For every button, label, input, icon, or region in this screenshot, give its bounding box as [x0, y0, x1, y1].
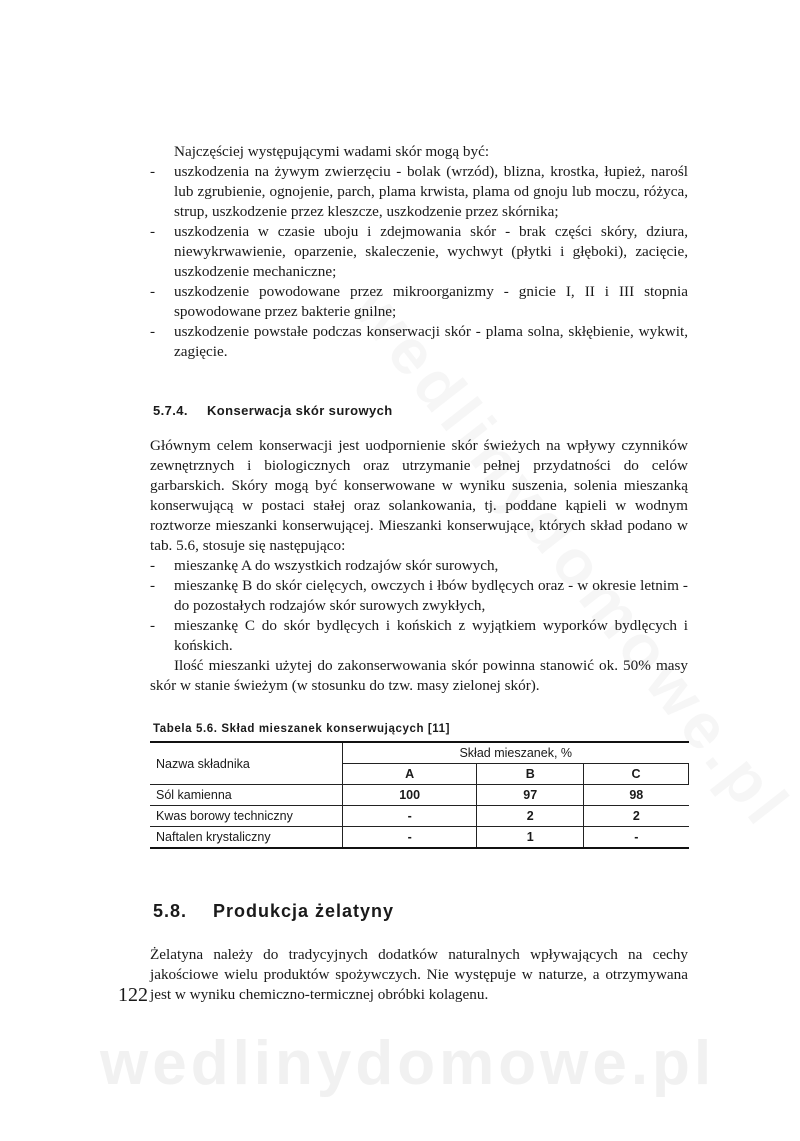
mixture-amount-paragraph: Ilość mieszanki użytej do zakonserwowania skór powinna stanowić ok. 50% masy skór w stanie świeżym (w stosunku do tzw. masy zielonej skór).	[150, 657, 688, 694]
column-group-header: Skład mieszanek, %	[343, 742, 689, 764]
section-title: Produkcja żelatyny	[213, 901, 395, 921]
row-label: Kwas borowy techniczny	[150, 806, 343, 827]
cell-value: 100	[343, 785, 477, 806]
section-heading-5-7-4	[153, 403, 393, 418]
list-item: - uszkodzenie powodowane przez mikroorganizmy - gnicie I, II i III stopnia spowodowane przez bakterie gnilne;	[150, 283, 688, 320]
list-item: - mieszankę C do skór bydlęcych i końskich z wyjątkiem wyporków bydlęcych i końskich.	[150, 617, 688, 654]
cell-value: 2	[477, 806, 584, 827]
page-number: 122	[118, 984, 148, 1006]
section-heading-5-8	[153, 901, 394, 922]
cell-value: -	[343, 827, 477, 849]
preservation-paragraph: Głównym celem konserwacji jest uodpornienie skór świeżych na wpływy czynników zewnętrznych i biologicznych oraz utrzymanie pełnej przydatności do celów garbarskich. Skóry mogą być konserwowane w wyniku suszenia, solenia mieszanką konserwującą w postaci stałej oraz solankowania, tj. poddane kąpieli w wodnym roztworze mieszanki konserwującej. Mieszanki konserwujące, których skład podano w tab. 5.6, stosuje się następująco:	[150, 437, 688, 554]
row-label: Naftalen krystaliczny	[150, 827, 343, 849]
section-number: 5.8.	[153, 901, 188, 921]
list-item: - uszkodzenie powstałe podczas konserwacji skór - plama solna, skłębienie, wykwit, zagięcie.	[150, 323, 688, 360]
table-row	[150, 827, 689, 849]
row-label: Sól kamienna	[150, 785, 343, 806]
list-item: - mieszankę B do skór cielęcych, owczych i łbów bydlęcych oraz - w okresie letnim - do pozostałych rodzajów skór surowych zwykłych,	[150, 577, 688, 614]
table-row	[150, 785, 689, 806]
preservation-section	[150, 436, 688, 696]
cell-value: 97	[477, 785, 584, 806]
defects-list	[150, 162, 688, 362]
table-header-row	[150, 742, 689, 764]
column-header-a: A	[343, 764, 477, 785]
column-header-name: Nazwa składnika	[150, 742, 343, 785]
mixture-composition-table	[150, 741, 689, 849]
mixture-list	[150, 556, 688, 656]
table-row	[150, 806, 689, 827]
list-item: - uszkodzenia w czasie uboju i zdejmowania skór - brak części skóry, dziura, niewykrwawienie, oparzenie, skaleczenie, wychwyt (płytki i głęboki), zacięcie, uszkodzenie mechaniczne;	[150, 223, 688, 280]
cell-value: -	[343, 806, 477, 827]
gelatin-paragraph: Żelatyna należy do tradycyjnych dodatków naturalnych wpływających na cechy jakościowe wielu produktów spożywczych. Nie występuje w naturze, a otrzymywana jest w wyniku chemiczno-termicznej obróbki kolagenu.	[150, 946, 688, 1003]
footer-watermark: wedlinydomowe.pl	[100, 1029, 716, 1098]
section-number: 5.7.4.	[153, 403, 188, 418]
section-title: Konserwacja skór surowych	[207, 403, 393, 418]
list-item: - uszkodzenia na żywym zwierzęciu - bolak (wrzód), blizna, krostka, łupież, narośl lub zgrubienie, ognojenie, parch, plama krwista, plama od gnoju lub moczu, różyca, strup, uszkodzenie przez kleszcze, uszkodzenie przez skórnika;	[150, 163, 688, 220]
column-header-c: C	[584, 764, 689, 785]
defects-lead: Najczęściej występującymi wadami skór mogą być:	[174, 143, 490, 160]
cell-value: 1	[477, 827, 584, 849]
cell-value: 2	[584, 806, 689, 827]
column-header-b: B	[477, 764, 584, 785]
defects-section	[150, 142, 688, 362]
cell-value: 98	[584, 785, 689, 806]
table-caption: Tabela 5.6. Skład mieszanek konserwujących [11]	[153, 723, 451, 735]
list-item: - mieszankę A do wszystkich rodzajów skór surowych,	[150, 557, 499, 574]
cell-value: -	[584, 827, 689, 849]
